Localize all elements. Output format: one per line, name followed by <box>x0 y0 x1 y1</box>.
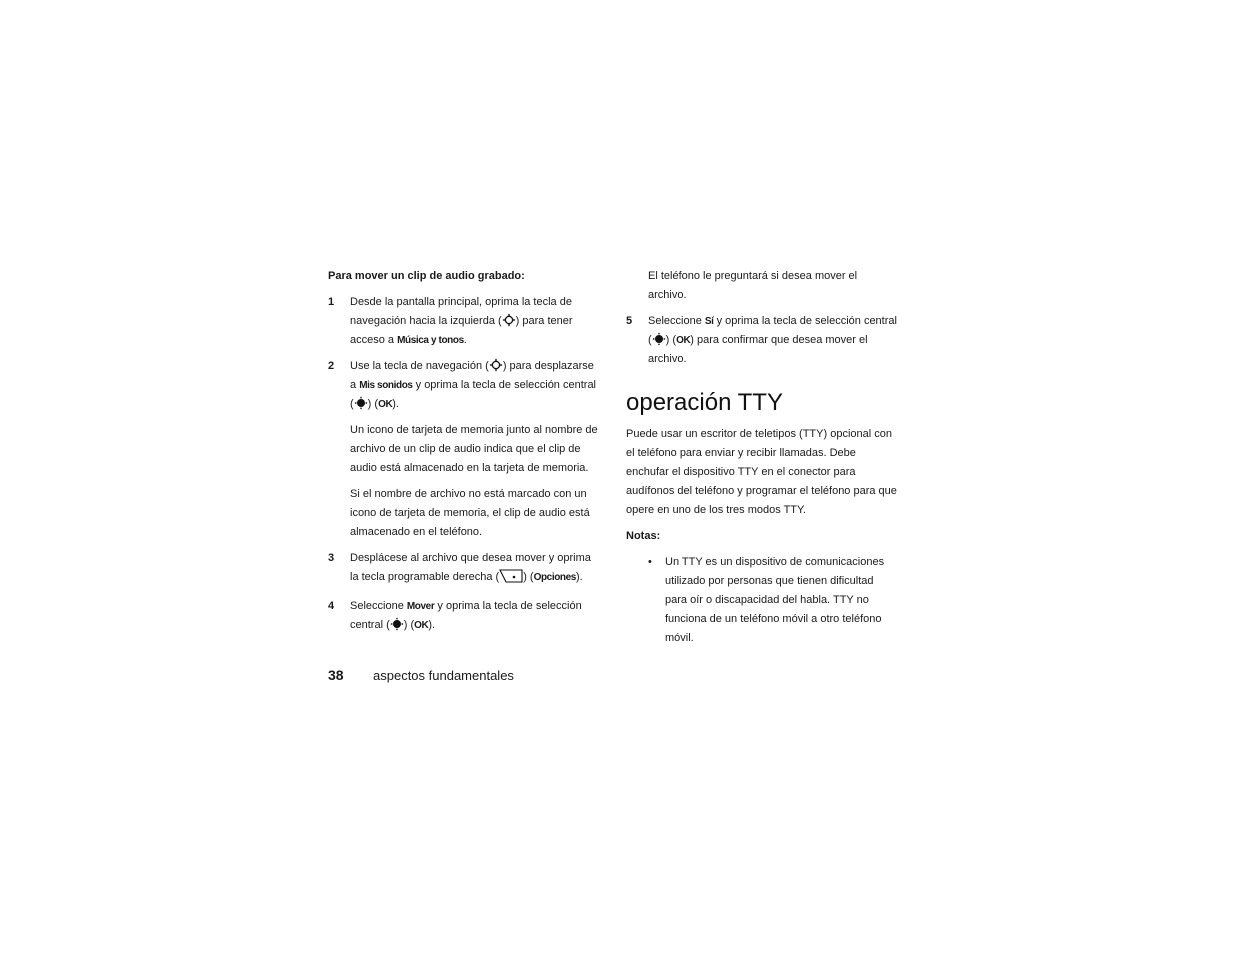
notes-title: Notas: <box>626 530 661 542</box>
step-text: ) para confirmar que desea mover el archivo. <box>648 334 868 365</box>
menu-label: Mis sonidos <box>359 380 413 391</box>
bullet-text: Un TTY es un dispositivo de comunicaciones utilizado por personas que tienen dificultad para oír o discapacidad del habla. TTY no funciona de un teléfono móvil a otro teléfono móvil. <box>665 556 885 644</box>
step-text: y oprima la tecla de selección central ( <box>648 315 897 346</box>
step-text: Seleccione <box>648 315 705 327</box>
step-4-note: El teléfono le preguntará si desea mover el archivo. <box>648 270 858 301</box>
center-select-icon <box>390 617 404 631</box>
step-number: 3 <box>328 552 335 564</box>
step-2-note-2: Si el nombre de archivo no está marcado con un icono de tarjeta de memoria, el clip de audio está almacenado en el teléfono. <box>350 488 590 538</box>
notes-bullet-item <box>626 553 898 648</box>
step-text: Desde la pantalla principal, oprima la tecla de navegación hacia la izquierda ( <box>350 296 572 327</box>
step-text: ) ( <box>665 334 677 346</box>
step-text: y oprima la tecla de selección central ( <box>350 600 582 631</box>
step-text: ) ( <box>523 571 534 583</box>
step-text: y oprima la tecla de selección central ( <box>350 379 597 410</box>
footer-section-name: aspectos fundamentales <box>373 668 514 683</box>
ok-label: OK <box>378 399 393 410</box>
step-2 <box>328 357 600 414</box>
section-paragraph: Puede usar un escritor de teletipos (TTY) opcional con el teléfono para enviar y recibir llamadas. Debe enchufar el dispositivo TTY en el conector para audífonos del teléfono y programar el teléfono para que opere en uno de los tres modos TTY. <box>626 428 897 516</box>
step-1 <box>328 293 600 350</box>
center-select-icon <box>354 396 368 410</box>
menu-label: Música y tonos <box>397 335 464 346</box>
step-text: ) para tener acceso a <box>350 315 573 346</box>
step-2-note-1: Un icono de tarjeta de memoria junto al nombre de archivo de un clip de audio indica que el clip de audio está almacenado en la tarjeta de memoria. <box>350 424 598 474</box>
step-text: ) para desplazarse a <box>350 360 594 391</box>
step-4 <box>328 597 600 635</box>
menu-label: Mover <box>406 601 435 612</box>
nav-key-icon <box>502 313 516 327</box>
section-title: operación TTY <box>626 389 783 416</box>
step-5 <box>626 312 898 369</box>
step-text: Use la tecla de navegación ( <box>350 360 489 372</box>
step-text: ). <box>428 619 436 631</box>
step-text: ). <box>392 398 399 410</box>
step-number: 1 <box>328 296 335 308</box>
step-number: 2 <box>328 360 335 372</box>
bullet-icon: • <box>648 556 652 568</box>
step-text: ) ( <box>367 398 379 410</box>
page-footer <box>328 665 514 686</box>
step-text: ). <box>575 571 583 583</box>
menu-label: Sí <box>704 316 714 327</box>
right-softkey-icon <box>499 569 523 590</box>
step-text: . <box>463 334 467 346</box>
page-number: 38 <box>328 667 344 683</box>
procedure-heading: Para mover un clip de audio grabado: <box>328 270 525 282</box>
left-column <box>328 267 600 642</box>
step-3 <box>328 549 600 590</box>
step-text: Desplácese al archivo que desea mover y oprima la tecla programable derecha ( <box>350 552 591 583</box>
step-number: 4 <box>328 600 335 612</box>
ok-label: OK <box>676 335 691 346</box>
step-number: 5 <box>626 315 633 327</box>
menu-label: Opciones <box>533 572 576 583</box>
ok-label: OK <box>414 620 429 631</box>
right-column <box>626 267 898 648</box>
step-text: ) ( <box>403 619 415 631</box>
step-text: Seleccione <box>350 600 407 612</box>
nav-key-icon <box>489 358 503 372</box>
center-select-icon <box>652 332 666 346</box>
